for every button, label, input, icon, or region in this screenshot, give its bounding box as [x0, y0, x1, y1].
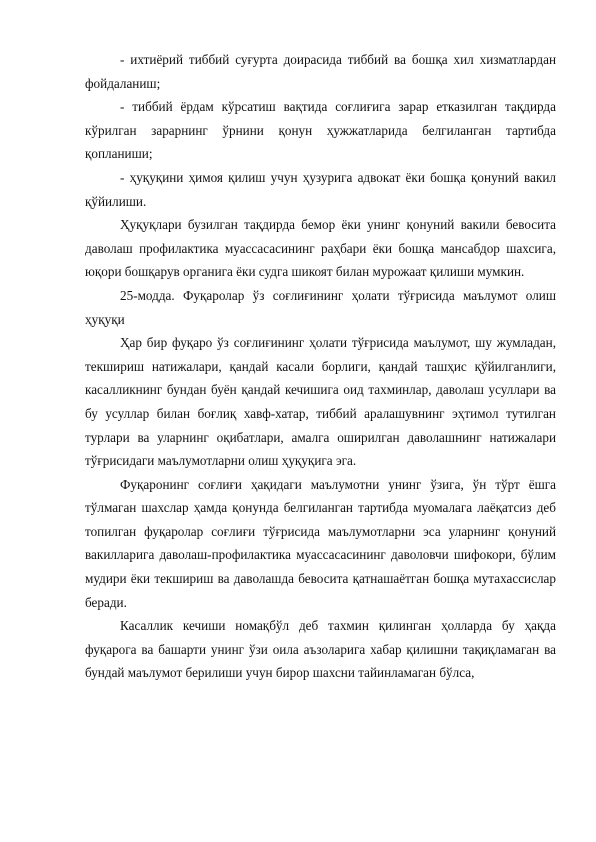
paragraph-information-disclosure: Фуқаронинг соғлиғи ҳақидаги маълумотни унинг ўзига, ўн тўрт ёшга тўлмаган шахслар ҳамда қонунда белгиланган тартибда муомалага лаёқатсиз деб топилган фуқаролар соғлиғи тўғрисида маълумотларни эса уларнинг қонуний вакилларига даволаш-профилактика муассасасининг даволовчи шифокори, бўлим мудири ёки текшириш ва даволашда бевосита қатнашаётган бошқа мутахассислар беради.	[85, 476, 556, 610]
document-page	[85, 48, 556, 685]
paragraph-complaint-rights: Ҳуқуқлари бузилган тақдирда бемор ёки унинг қонуний вакили бевосита даволаш профилактика муассасасининг раҳбари ёки бошқа мансабдор шахсига, юқори бошқарув органига ёки судга шикоят билан мурожаат қилиши мумкин.	[85, 217, 556, 280]
paragraph-list-item-voluntary-insurance: - ихтиёрий тиббий суғурта доирасида тиббий ва бошқа хил хизматлардан фойдаланиш;	[85, 52, 556, 91]
paragraph-list-item-damage-compensation: - тиббий ёрдам кўрсатиш вақтида соғлиғига зарар етказилган тақдирда кўрилган зарарнинг ўрнини қонун ҳужжатларида белгиланган тартибда қопланиши;	[85, 99, 556, 162]
paragraph-unfavorable-prognosis: Касаллик кечиши номақбўл деб тахмин қилинган ҳолларда бу ҳақда фуқарога ва башарти унинг ўзи оила аъзоларига хабар қилишни тақиқламаган ва бундай маълумот берилиши учун бирор шахсни тайинламаган бўлса,	[85, 618, 556, 681]
article-25-heading: 25-модда. Фуқаролар ўз соғлиғининг ҳолати тўғрисида маълумот олиш ҳуқуқи	[85, 287, 556, 327]
paragraph-list-item-legal-representative: - ҳуқуқини ҳимоя қилиш учун ҳузурига адвокат ёки бошқа қонуний вакил қўйилиши.	[85, 169, 556, 209]
paragraph-health-information-right: Ҳар бир фуқаро ўз соғлиғининг ҳолати тўғрисида маълумот, шу жумладан, текшириш натижалари, қандай касали борлиги, қандай ташҳис қўйилганлиги, касалликнинг бундан буён қандай кечишига оид тахминлар, даволаш усуллари ва бу усуллар билан боғлиқ хавф-хатар, тиббий аралашувнинг эҳтимол тутилган турлари ва уларнинг оқибатлари, амалга оширилган даволашнинг натижалари тўғрисидаги маълумотларни олиш ҳуқуқига эга.	[85, 335, 556, 469]
